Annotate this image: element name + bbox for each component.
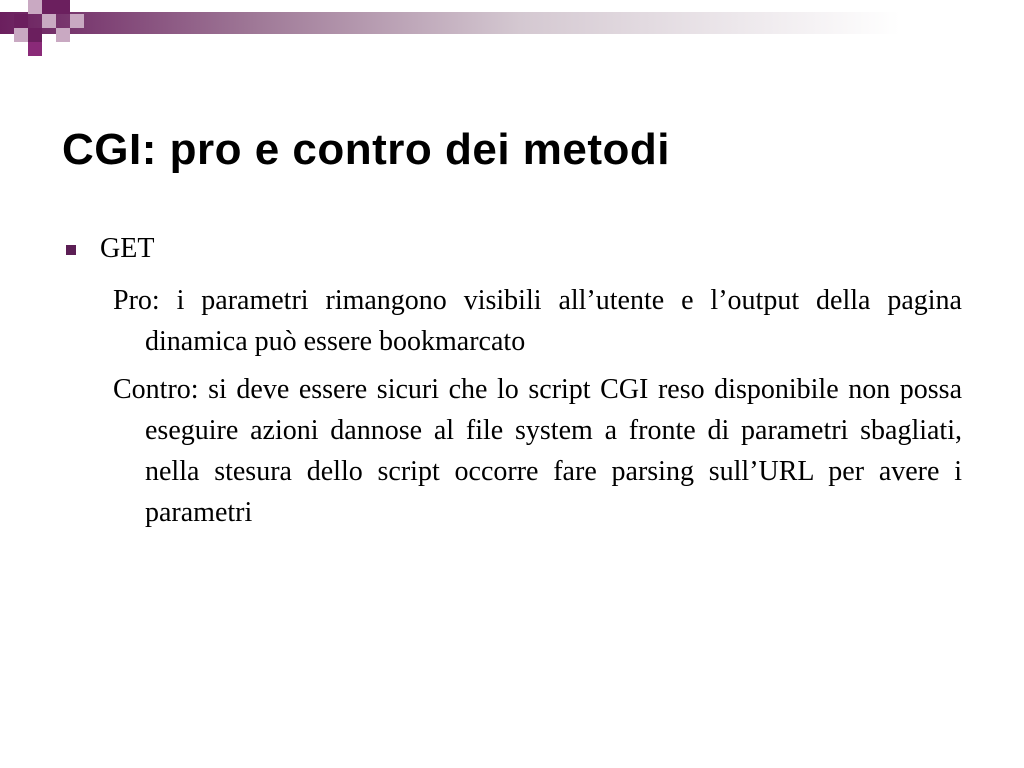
corner-decoration [0, 0, 90, 64]
bullet-label: GET [100, 233, 155, 264]
slide-title: CGI: pro e contro dei metodi [62, 125, 671, 174]
header-gradient-bar [0, 12, 1024, 34]
square-bullet-icon [66, 245, 76, 255]
subpoint-contro: Contro: si deve essere sicuri che lo script CGI reso disponibile non possa eseguire azioni dannose al file system a fronte di parametri sbagliati, nella stesura dello script occorre fare parsing sull’URL per avere i parametri [113, 374, 962, 528]
bullet-item-get [62, 230, 962, 270]
slide-body [62, 230, 962, 533]
subpoint-pro: Pro: i parametri rimangono visibili all’utente e l’output della pagina dinamica può essere bookmarcato [113, 285, 962, 357]
